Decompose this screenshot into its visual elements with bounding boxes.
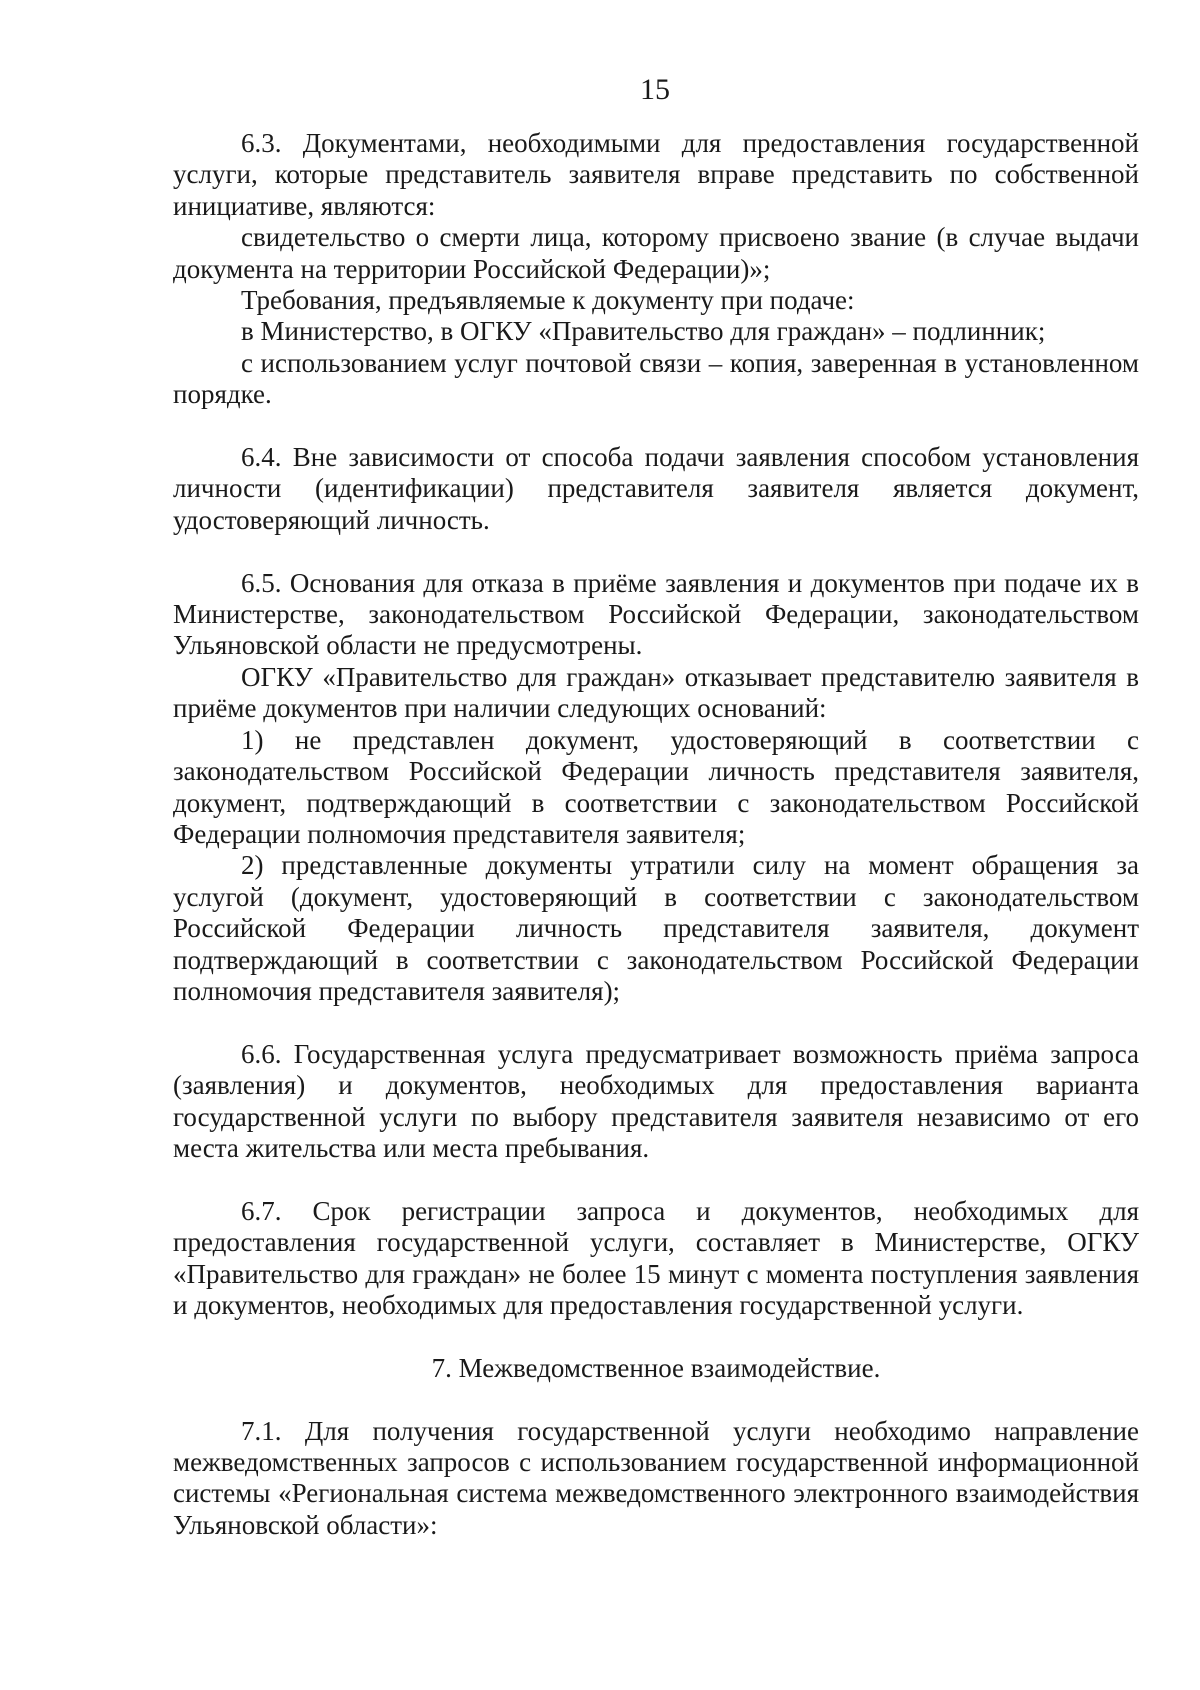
paragraph-6-7: 6.7. Срок регистрации запроса и документов, необходимых для предоставления государственной услуги, составляет в Министерстве, ОГКУ «Правительство для граждан» не более 15 минут с момента поступления заявления и документов, необходимых для предоставления государственной услуги. xyxy=(173,1195,1139,1320)
section-7-heading: 7. Межведомственное взаимодействие. xyxy=(431,1352,881,1383)
paragraph-6-3-requirements: Требования, предъявляемые к документу при подаче: xyxy=(241,285,855,316)
document-body xyxy=(173,128,1139,1541)
paragraph-6-3-ministry-original: в Министерство, в ОГКУ «Правительство для граждан» – подлинник; xyxy=(241,316,1046,347)
page-number: 15 xyxy=(640,73,670,106)
paragraph-6-3-death-certificate: свидетельство о смерти лица, которому присвоено звание (в случае выдачи документа на территории Российской Федерации)»; xyxy=(173,222,1139,284)
paragraph-6-5-intro: 6.5. Основания для отказа в приёме заявления и документов при подаче их в Министерстве, законодательством Российской Федерации, законодательством Ульяновской области не предусмотрены. xyxy=(173,567,1139,661)
paragraph-6-5-ogku-refusal: ОГКУ «Правительство для граждан» отказывает представителю заявителя в приёме документов при наличии следующих оснований: xyxy=(173,661,1139,724)
paragraph-6-3-intro: 6.3. Документами, необходимыми для предоставления государственной услуги, которые представитель заявителя вправе представить по собственной инициативе, являются: xyxy=(173,128,1139,221)
paragraph-6-6: 6.6. Государственная услуга предусматривает возможность приёма запроса (заявления) и документов, необходимых для предоставления варианта государственной услуги по выбору представителя заявителя независимо от его места жительства или места пребывания. xyxy=(173,1038,1139,1163)
paragraph-7-1: 7.1. Для получения государственной услуги необходимо направление межведомственных запросов с использованием государственной информационной системы «Региональная система межведомственного электронного взаимодействия Ульяновской области»: xyxy=(173,1415,1139,1540)
paragraph-6-4: 6.4. Вне зависимости от способа подачи заявления способом установления личности (идентификации) представителя заявителя является документ, удостоверяющий личность. xyxy=(173,442,1139,535)
paragraph-6-5-item-1: 1) не представлен документ, удостоверяющий в соответствии с законодательством Российской Федерации личность представителя заявителя, документ, подтверждающий в соответствии с законодательством Российской Федерации полномочия представителя заявителя; xyxy=(173,724,1139,849)
paragraph-6-3-postal-copy: с использованием услуг почтовой связи – копия, заверенная в установленном порядке. xyxy=(173,347,1139,410)
paragraph-6-5-item-2: 2) представленные документы утратили силу на момент обращения за услугой (документ, удостоверяющий в соответствии с законодательством Российской Федерации личность представителя заявителя, документ подтверждающий в соответствии с законодательством Российской Федерации полномочия представителя заявителя); xyxy=(173,850,1139,1006)
